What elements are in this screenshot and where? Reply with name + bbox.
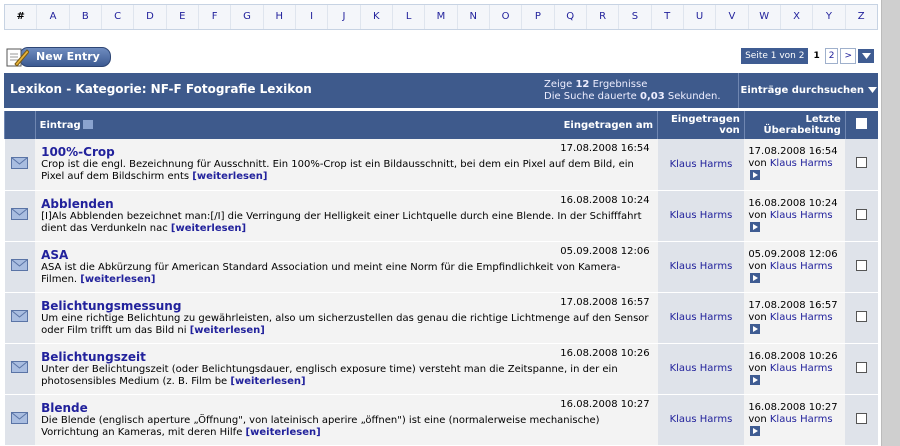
read-more-link[interactable]: [weiterlesen] xyxy=(230,375,306,387)
last-edit-date: 16.08.2008 xyxy=(748,350,806,362)
page-title: Lexikon - Kategorie: NF-F Fotografie Lexikon xyxy=(10,82,312,96)
alphabet-letter-link[interactable]: P xyxy=(522,5,554,29)
current-page: 1 xyxy=(810,49,822,63)
entry-title-link[interactable]: Belichtungszeit xyxy=(41,349,146,364)
last-edit-cell xyxy=(744,190,845,241)
last-edit-date: 16.08.2008 xyxy=(748,401,806,413)
last-editor-link[interactable]: Klaus Harms xyxy=(769,260,833,272)
by-label: von xyxy=(748,311,767,323)
last-editor-link[interactable]: Klaus Harms xyxy=(769,209,833,221)
entry-cell xyxy=(35,139,657,190)
alphabet-letter-link[interactable]: E xyxy=(167,5,199,29)
entry-author-link[interactable]: Klaus Harms xyxy=(658,241,745,292)
alphabet-letter-link[interactable]: R xyxy=(587,5,619,29)
page-of-label: Seite 1 von 2 xyxy=(741,48,808,64)
alphabet-letter-link[interactable]: F xyxy=(199,5,231,29)
entry-cell xyxy=(35,343,657,394)
last-edit-time: 16:57 xyxy=(808,299,838,311)
icon-column-header xyxy=(5,111,36,139)
entry-author-link[interactable]: Klaus Harms xyxy=(658,394,745,445)
entry-cell xyxy=(35,190,657,241)
table-row xyxy=(5,241,879,292)
last-edit-date: 16.08.2008 xyxy=(748,197,806,209)
by-label: von xyxy=(748,260,767,272)
read-more-link[interactable]: [weiterlesen] xyxy=(245,426,321,438)
entry-description: [I]Als Abblenden bezeichnet man:[/I] die Verringung der Helligkeit einer Lichtquelle durch eine Blende. In der Schifffahrt dient das Verdunkeln nac [weiterlesen] xyxy=(41,210,642,234)
by-label: von xyxy=(748,362,767,374)
read-more-link[interactable]: [weiterlesen] xyxy=(192,171,268,183)
entry-description: Crop ist die engl. Bezeichnung für Ausschnitt. Ein 100%-Crop ist ein Bildausschnitt, bei dem ein Pixel auf dem Bild, ein Pixel auf dem Bildschirm ents [weiterlesen] xyxy=(41,159,634,183)
last-edit-cell xyxy=(744,139,845,190)
search-stats xyxy=(544,79,721,103)
read-more-link[interactable]: [weiterlesen] xyxy=(80,273,156,285)
entry-description: Um eine richtige Belichtung zu gewährleisten, also um sicherzustellen das genau die richtige Lichtmenge auf den Sensor oder Film trifft um das Bild ni [weiterlesen] xyxy=(41,312,649,336)
go-to-last-post-icon[interactable] xyxy=(750,170,760,180)
envelope-icon xyxy=(11,208,28,220)
go-to-last-post-icon[interactable] xyxy=(750,324,760,334)
duration-prefix: Die Suche dauerte xyxy=(544,91,637,102)
entry-cell xyxy=(35,241,657,292)
alphabet-letter-link[interactable]: J xyxy=(328,5,360,29)
read-more-link[interactable]: [weiterlesen] xyxy=(170,222,247,234)
alphabet-letter-link[interactable]: M xyxy=(425,5,457,29)
last-editor-link[interactable]: Klaus Harms xyxy=(769,158,833,170)
row-checkbox[interactable] xyxy=(856,209,867,220)
entry-column-header[interactable] xyxy=(35,111,657,139)
row-checkbox[interactable] xyxy=(856,362,867,373)
select-cell xyxy=(845,139,878,190)
new-entry-button[interactable] xyxy=(5,46,111,68)
go-to-last-post-icon[interactable] xyxy=(750,375,760,385)
select-all-header xyxy=(845,111,878,139)
row-checkbox[interactable] xyxy=(856,413,867,424)
alphabet-letter-link[interactable]: S xyxy=(619,5,651,29)
alphabet-letter-link[interactable]: C xyxy=(102,5,134,29)
chevron-down-icon xyxy=(862,53,871,59)
last-edit-time: 10:27 xyxy=(808,401,838,413)
select-cell xyxy=(845,343,878,394)
entry-title-link[interactable]: Blende xyxy=(41,400,88,415)
last-edit-time: 16:54 xyxy=(808,146,838,158)
last-edit-cell xyxy=(744,241,845,292)
row-checkbox[interactable] xyxy=(856,311,867,322)
entries-table xyxy=(4,111,878,446)
entry-date: 16.08.2008 10:24 xyxy=(560,194,650,206)
alphabet-letter-link[interactable]: B xyxy=(70,5,102,29)
envelope-icon xyxy=(11,157,28,169)
envelope-icon-cell xyxy=(5,292,36,343)
table-row xyxy=(5,394,879,445)
alphabet-letter-link[interactable]: V xyxy=(716,5,748,29)
alphabet-letter-link[interactable]: X xyxy=(781,5,813,29)
results-count: 12 xyxy=(575,79,590,90)
table-row xyxy=(5,139,879,190)
entry-cell xyxy=(35,394,657,445)
alphabet-letter-link[interactable]: W xyxy=(749,5,781,29)
alphabet-letter-link[interactable]: L xyxy=(393,5,425,29)
envelope-icon xyxy=(11,361,28,373)
table-row xyxy=(5,343,879,394)
select-cell xyxy=(845,190,878,241)
alphabet-letter-link[interactable]: K xyxy=(361,5,393,29)
entry-cell xyxy=(35,292,657,343)
by-label: von xyxy=(748,209,767,221)
pagination xyxy=(741,48,874,64)
category-header xyxy=(4,73,878,108)
alphabet-letter-link[interactable]: D xyxy=(134,5,166,29)
last-edit-column-header[interactable]: Letzte Überabeitung xyxy=(744,111,845,139)
duration-suffix: Sekunden. xyxy=(667,91,721,102)
entry-description: Unter der Belichtungszeit (oder Belichtungsdauer, englisch exposure time) versteht man die Zeitspanne, in der ein photosensibles Medium (z. B. Film be [weiterlesen] xyxy=(41,363,618,387)
select-cell xyxy=(845,241,878,292)
search-entries-button[interactable] xyxy=(738,73,878,108)
entry-author-link[interactable]: Klaus Harms xyxy=(658,343,745,394)
last-editor-link[interactable]: Klaus Harms xyxy=(769,362,833,374)
entered-on-column-label[interactable]: Eingetragen am xyxy=(563,119,654,131)
last-edit-date: 05.09.2008 xyxy=(748,248,806,260)
entry-title-link[interactable]: Abblenden xyxy=(41,196,114,211)
stats-prefix: Zeige xyxy=(544,79,573,90)
go-to-last-post-icon[interactable] xyxy=(750,222,760,232)
go-to-last-post-icon[interactable] xyxy=(750,273,760,283)
vertical-scrollbar[interactable] xyxy=(881,0,900,446)
page-2-link[interactable]: 2 xyxy=(825,48,839,64)
alphabet-nav xyxy=(4,4,878,30)
by-label: von xyxy=(748,413,767,425)
last-edit-cell xyxy=(744,292,845,343)
row-checkbox[interactable] xyxy=(856,157,867,168)
sort-ascending-icon[interactable] xyxy=(83,120,93,129)
chevron-down-icon xyxy=(868,87,877,93)
alphabet-letter-link[interactable]: Z xyxy=(857,11,865,22)
entry-author-link[interactable]: Klaus Harms xyxy=(658,139,745,190)
last-edit-date: 17.08.2008 xyxy=(748,146,806,158)
last-editor-link[interactable]: Klaus Harms xyxy=(769,311,833,323)
entry-date: 17.08.2008 16:54 xyxy=(560,143,650,154)
select-cell xyxy=(845,292,878,343)
new-entry-label: New Entry xyxy=(19,47,111,67)
alphabet-letter-link[interactable]: Q xyxy=(555,5,587,29)
alphabet-letter-link[interactable]: H xyxy=(264,5,296,29)
envelope-icon xyxy=(11,259,28,271)
entry-title-link[interactable]: ASA xyxy=(41,247,69,262)
entry-description: Die Blende (englisch aperture „Öffnung", von lateinisch aperire „öffnen") ist eine (normalerweise mechanische) Vorrichtung an Kameras, mit deren Hilfe [weiterlesen] xyxy=(41,414,600,438)
alphabet-letter-link[interactable]: O xyxy=(490,5,522,29)
next-page-link[interactable]: > xyxy=(840,48,856,64)
alphabet-letter-link[interactable]: U xyxy=(684,5,716,29)
envelope-icon-cell xyxy=(5,394,36,445)
search-entries-label: Einträge durchsuchen xyxy=(740,85,865,96)
read-more-link[interactable]: [weiterlesen] xyxy=(189,324,265,336)
alphabet-letter-link[interactable]: I xyxy=(296,5,328,29)
last-editor-link[interactable]: Klaus Harms xyxy=(769,413,833,425)
select-all-checkbox[interactable] xyxy=(856,118,867,129)
last-edit-cell xyxy=(744,394,845,445)
entry-description: ASA ist die Abkürzung für American Standard Association und meint eine Norm für die Empfindlichkeit von Kamera-Filmen. [weiterlesen] xyxy=(41,261,621,285)
envelope-icon-cell xyxy=(5,241,36,292)
entry-date: 05.09.2008 12:06 xyxy=(560,245,650,257)
select-cell xyxy=(845,394,878,445)
entered-by-column-header[interactable]: Eingetragen von xyxy=(658,111,745,139)
envelope-icon xyxy=(11,310,28,322)
search-duration: 0,03 xyxy=(640,91,665,102)
last-edit-time: 10:26 xyxy=(808,350,838,362)
envelope-icon xyxy=(11,412,28,424)
envelope-icon-cell xyxy=(5,190,36,241)
entry-author-link[interactable]: Klaus Harms xyxy=(658,190,745,241)
table-row xyxy=(5,292,879,343)
alphabet-letter-link[interactable]: # xyxy=(5,5,37,29)
entry-column-label: Eintrag xyxy=(39,119,81,131)
envelope-icon-cell xyxy=(5,343,36,394)
alphabet-letter-link[interactable]: Y xyxy=(813,5,845,29)
last-edit-time: 12:06 xyxy=(808,248,838,260)
entry-date: 16.08.2008 10:26 xyxy=(560,347,650,359)
entry-date: 16.08.2008 10:27 xyxy=(560,398,650,410)
alphabet-letter-link[interactable]: A xyxy=(37,5,69,29)
go-to-last-post-icon[interactable] xyxy=(750,426,760,436)
by-label: von xyxy=(748,158,767,170)
last-edit-time: 10:24 xyxy=(808,197,838,209)
alphabet-letter-link[interactable]: N xyxy=(458,5,490,29)
stats-suffix: Ergebnisse xyxy=(592,79,648,90)
last-edit-cell xyxy=(744,343,845,394)
entry-title-link[interactable]: Belichtungsmessung xyxy=(41,298,182,313)
pagination-menu-button[interactable] xyxy=(858,49,874,63)
alphabet-letter-link[interactable]: T xyxy=(652,5,684,29)
new-document-icon xyxy=(5,46,29,68)
envelope-icon-cell xyxy=(5,139,36,190)
entry-author-link[interactable]: Klaus Harms xyxy=(658,292,745,343)
entry-title-link[interactable]: 100%-Crop xyxy=(41,145,115,160)
entry-date: 17.08.2008 16:57 xyxy=(560,296,650,308)
row-checkbox[interactable] xyxy=(856,260,867,271)
alphabet-letter-link[interactable]: G xyxy=(231,5,263,29)
table-row xyxy=(5,190,879,241)
last-edit-date: 17.08.2008 xyxy=(748,299,806,311)
